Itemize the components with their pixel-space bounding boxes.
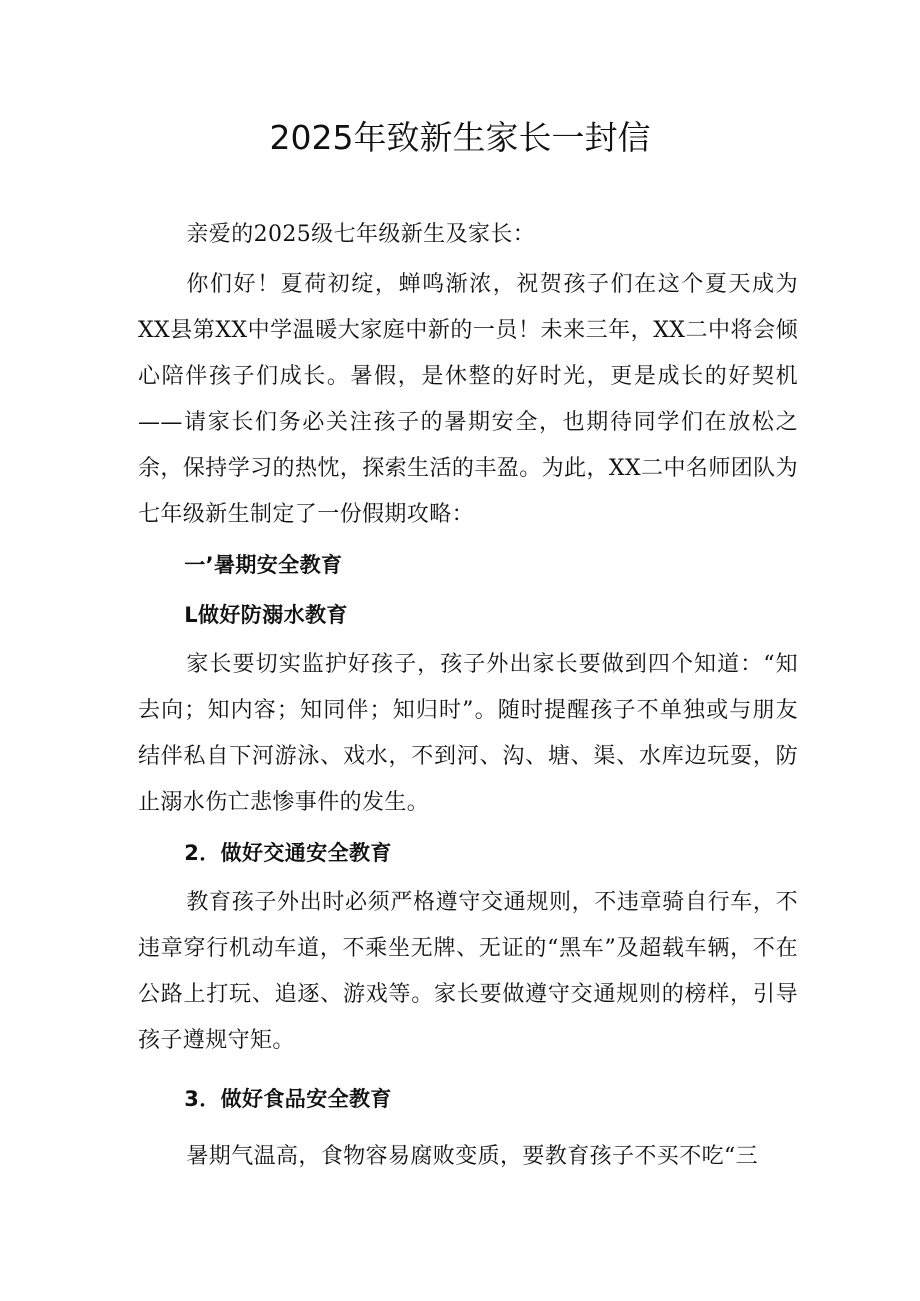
item-heading-food: 3．做好食品安全教育: [184, 1087, 392, 1111]
intro-paragraph: 你们好！夏荷初绽，蝉鸣渐浓，祝贺孩子们在这个夏天成为XX县第XX中学温暖大家庭中新的一员！未来三年，XX二中将会倾心陪伴孩子们成长。暑假，是休整的好时光，更是成长的好契机——请家长们务必关注孩子的暑期安全，也期待同学们在放松之余，保持学习的热忱，探索生活的丰盈。为此，XX二中名师团队为七年级新生制定了一份假期攻略：: [138, 272, 798, 527]
document-title: 2025年致新生家长一封信: [269, 118, 651, 157]
item-paragraph-drowning: 家长要切实监护好孩子，孩子外出家长要做到四个知道：“知去向；知内容；知同伴；知归时”。随时提醒孩子不单独或与朋友结伴私自下河游泳、戏水，不到河、沟、塘、渠、水库边玩耍，防止溺水伤亡悲惨事件的发生。: [138, 652, 798, 815]
document-body: [138, 212, 798, 1180]
item-heading-drowning: L做好防溺水教育: [184, 603, 348, 627]
section-heading-safety: 一’暑期安全教育: [184, 553, 343, 577]
item-paragraph-food: 暑期气温高，食物容易腐败变质，要教育孩子不买不吃“三: [186, 1144, 759, 1169]
salutation: 亲爱的2025级七年级新生及家长：: [186, 222, 536, 247]
item-paragraph-traffic: 教育孩子外出时必须严格遵守交通规则，不违章骑自行车，不违章穿行机动车道，不乘坐无牌、无证的“黑车”及超载车辆，不在公路上打玩、追逐、游戏等。家长要做遵守交通规则的榜样，引导孩子遵规守矩。: [138, 890, 798, 1053]
item-heading-traffic: 2．做好交通安全教育: [184, 841, 392, 865]
